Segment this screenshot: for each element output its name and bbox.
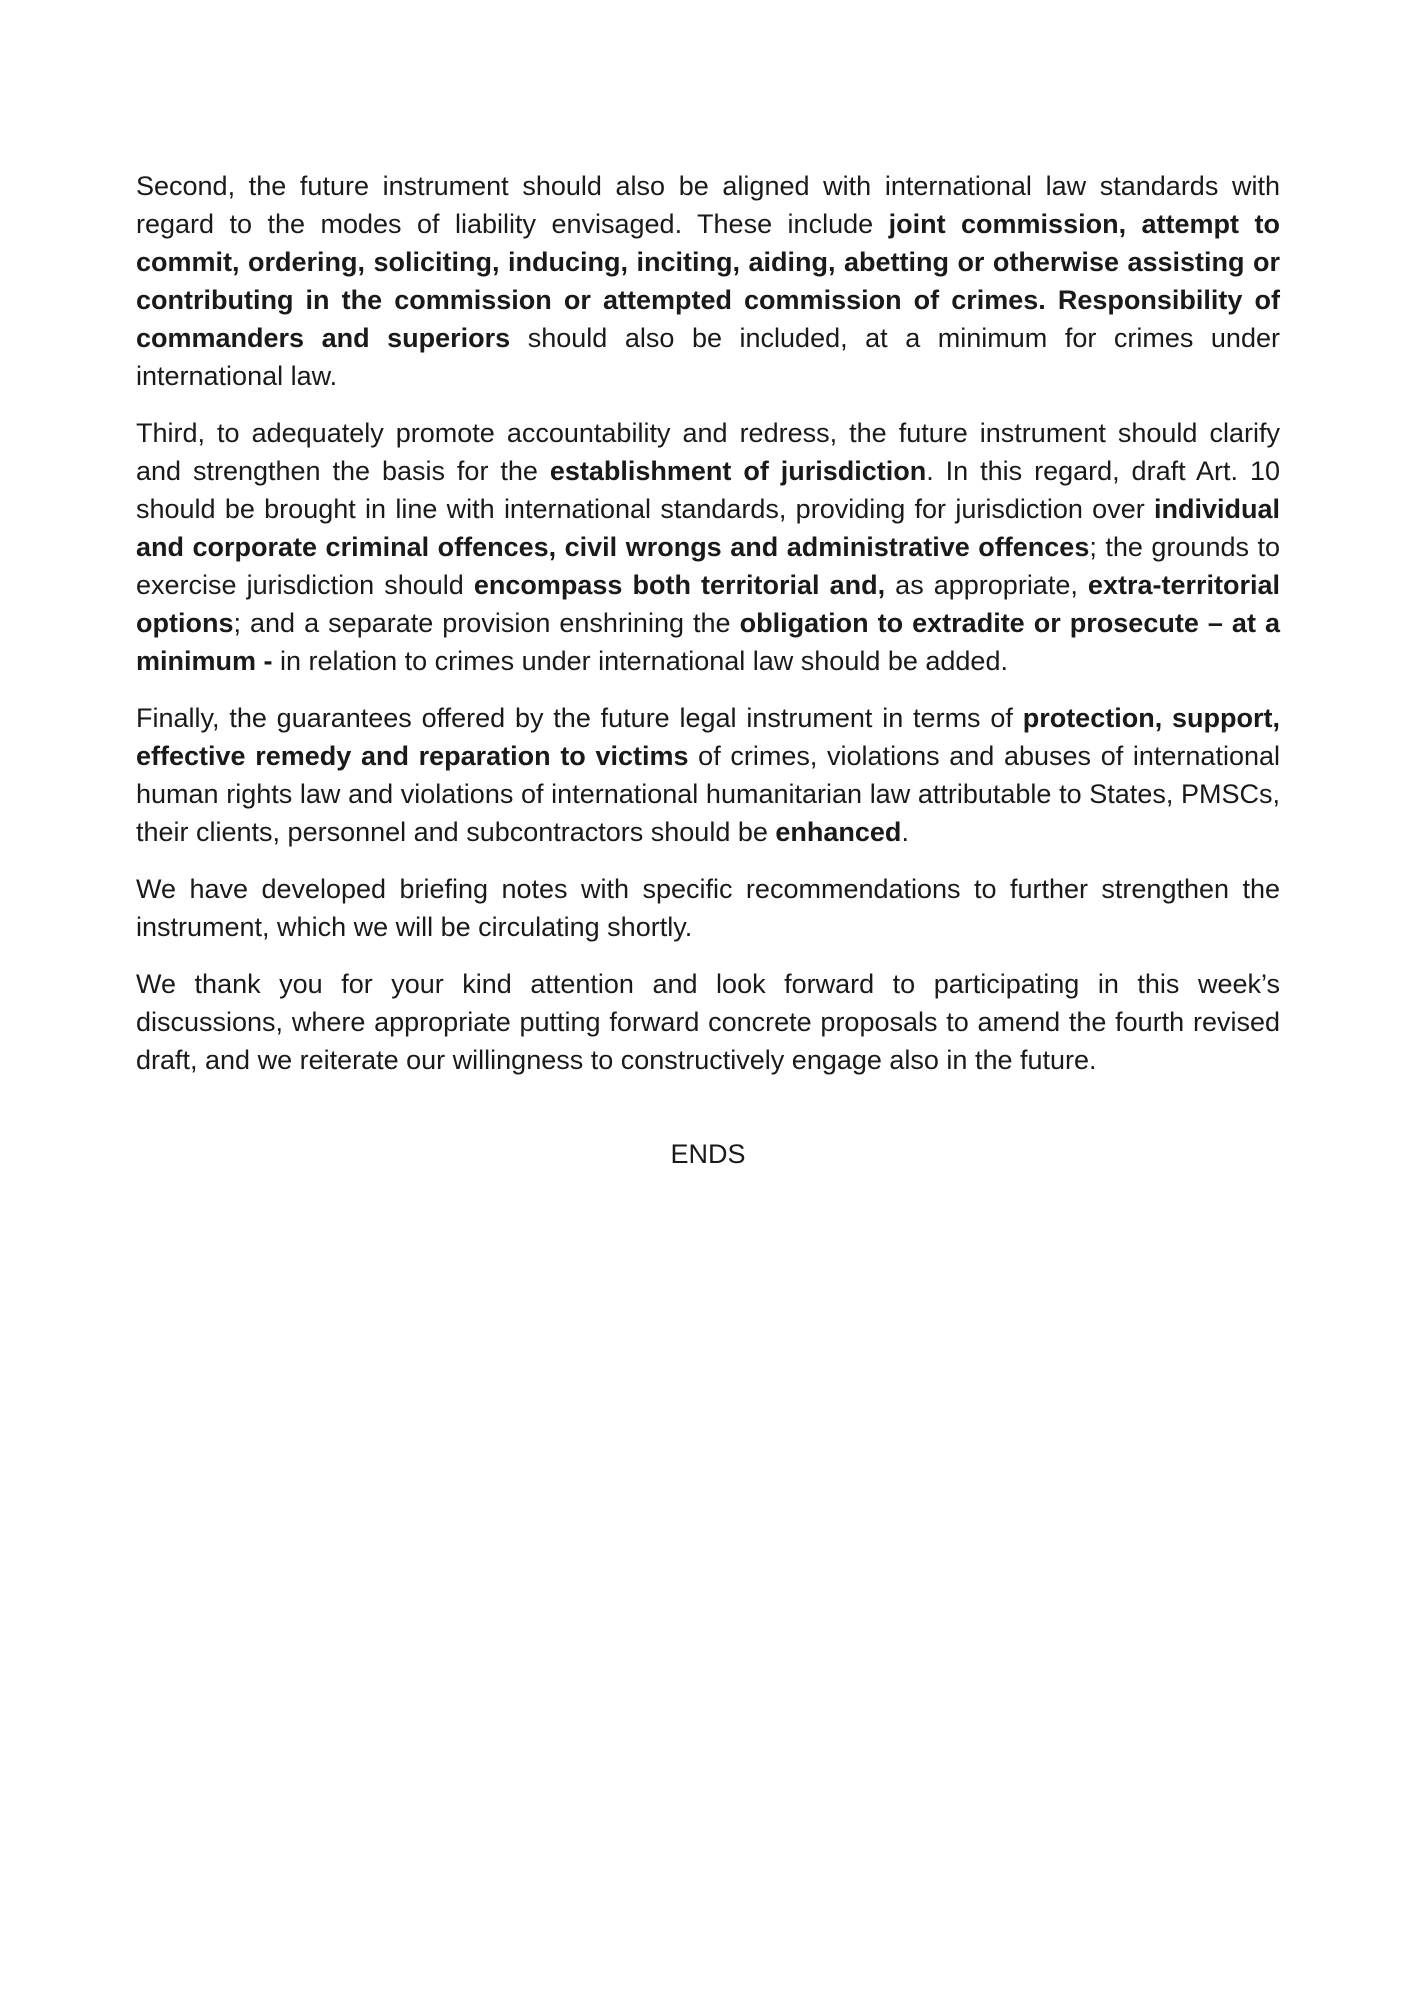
- paragraph: [136, 965, 1280, 1079]
- body-text: [136, 167, 1280, 1079]
- text-segment: of crimes, violations and abuses of international human rights law and violations of international humanitarian law attributable to States, PMSCs, their clients, personnel and subcontractors should be: [136, 741, 1280, 847]
- ends-marker: ENDS: [670, 1139, 746, 1169]
- text-segment: ; the grounds to exercise jurisdiction should: [136, 532, 1280, 600]
- text-segment: We have developed briefing notes with specific recommendations to further strengthen the instrument, which we will be circulating shortly.: [136, 874, 1280, 942]
- text-segment: . In this regard, draft Art. 10 should be brought in line with international standards, providing for jurisdiction over: [136, 456, 1280, 524]
- bold-text-segment: establishment of jurisdiction: [549, 456, 927, 486]
- paragraph: [136, 870, 1280, 946]
- text-segment: Second, the future instrument should also be aligned with international law standards with regard to the modes of liability envisaged. These include: [136, 171, 1280, 239]
- text-segment: should also be included, at a minimum for crimes under international law.: [136, 323, 1280, 391]
- text-segment: We thank you for your kind attention and look forward to participating in this week’s discussions, where appropriate putting forward concrete proposals to amend the fourth revised draft, and we reiterate our willingness to constructively engage also in the future.: [136, 969, 1280, 1075]
- text-segment: ; and a separate provision enshrining the: [233, 608, 740, 638]
- text-segment: .: [901, 817, 909, 847]
- bold-text-segment: enhanced: [775, 817, 902, 847]
- bold-text-segment: obligation to extradite or prosecute – at a minimum -: [136, 608, 1280, 676]
- text-segment: in relation to crimes under international law should be added.: [272, 646, 1008, 676]
- bold-text-segment: encompass both territorial and,: [473, 570, 886, 600]
- bold-text-segment: joint commission, attempt to commit, ordering, soliciting, inducing, inciting, aiding, abetting or otherwise assisting or contributing in the commission or attempted commission of crimes. Responsibility of commanders and superiors: [136, 209, 1280, 353]
- bold-text-segment: protection, support, effective remedy and reparation to victims: [136, 703, 1280, 771]
- text-segment: Finally, the guarantees offered by the future legal instrument in terms of: [136, 703, 1023, 733]
- text-segment: as appropriate,: [885, 570, 1088, 600]
- bold-text-segment: individual and corporate criminal offences, civil wrongs and administrative offences: [136, 494, 1280, 562]
- text-segment: Third, to adequately promote accountability and redress, the future instrument should clarify and strengthen the basis for the: [136, 418, 1280, 486]
- paragraph: [136, 414, 1280, 680]
- paragraph: [136, 699, 1280, 851]
- bold-text-segment: extra-territorial options: [136, 570, 1280, 638]
- paragraph: [136, 167, 1280, 395]
- document-page: [136, 167, 1280, 1173]
